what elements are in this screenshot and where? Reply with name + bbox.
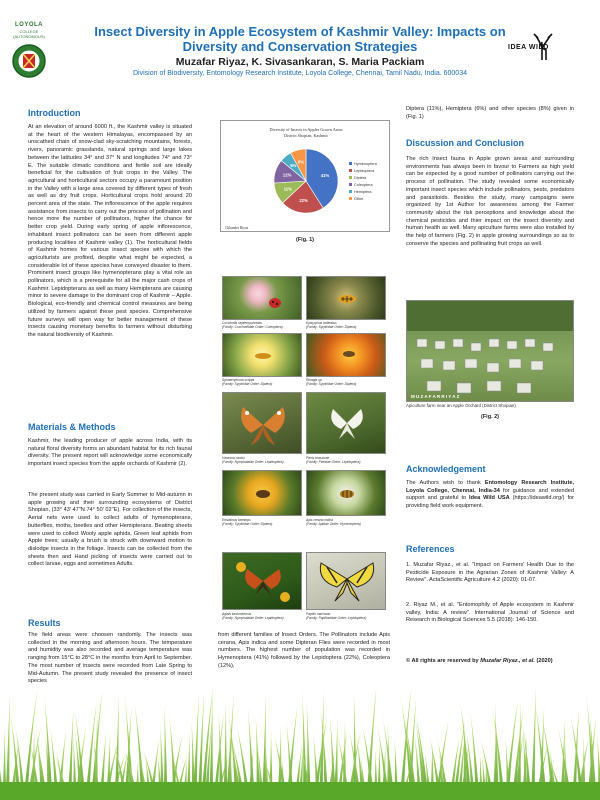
legend-entry: Coleoptera	[354, 183, 373, 187]
photo-sphaerophoria	[222, 333, 302, 377]
poster-header	[0, 0, 600, 92]
pie-data-label: 22%	[299, 198, 308, 204]
pie-data-label: 11%	[283, 186, 292, 192]
ack-text-part: (https://ideawild.org/) for providing field work equipment.	[406, 495, 574, 510]
copyright-name: Muzafar Riyaz., et al.	[480, 658, 535, 664]
ack-sponsor: Idea Wild USA	[469, 495, 510, 502]
college-crest-icon	[12, 41, 46, 81]
species-name: Apis cerana indica	[306, 518, 333, 522]
idea-wild-logo	[508, 28, 588, 68]
photo-vanessa	[222, 392, 302, 454]
reference-item-1: 1. Muzafar Riyaz., et al. "Impact on Farmers' Health Due to the Pesticide Exposure in the Agrarian Zones of Kashmir Valley: A Review". ActaScientific Agriculture 4.2 (2020): 01-07.	[406, 562, 574, 584]
caption-species-1	[222, 321, 302, 329]
legend-swatch	[349, 176, 352, 179]
photo-rhingia	[306, 333, 386, 377]
caption-species-6	[306, 456, 386, 464]
legend-swatch	[349, 183, 352, 186]
copyright-year: (2020)	[536, 658, 553, 664]
logo-subtext: COLLEGE (AUTONOMOUS)	[13, 29, 45, 39]
photo-coccinella	[222, 276, 302, 320]
caption-species-5	[222, 456, 302, 464]
logo-text: LOYOLA	[15, 22, 43, 28]
legend-entry: Other	[354, 197, 364, 201]
results-text-1: The field areas were choosen randomly. The insects was collected in the morning and afternoon hours. The temperature and humidity was also recorded and average temperature was ranging from 15°C to 28°C in the months from April to September. The most number of insects were recorded from Late Spring to Mid-Autumn. The present study revealed the presence of insect species	[28, 632, 192, 685]
ack-text-part: for guidance and extended support and grateful to	[406, 487, 574, 502]
ladybird-icon	[223, 277, 302, 320]
results-text-3: Diptera (11%), Hemiptera (6%) and other species (8%) given in (Fig. 1)	[406, 106, 574, 120]
photo-watermark: M U Z A F A R R I Y A Z	[411, 394, 460, 399]
references-heading: References	[406, 544, 455, 554]
species-name: Sphaerophoria scripta	[222, 378, 255, 382]
species-family: (Family: Syrphidae Order: Diptera)	[306, 325, 357, 329]
beehive-boxes-icon	[407, 301, 574, 402]
species-family: (Family: Syrphidae Order: Diptera)	[222, 382, 273, 386]
caption-species-8	[306, 518, 386, 526]
species-family: (Family: Coccinellidae Order: Coleoptera)	[222, 325, 283, 329]
grass-footer-decoration	[0, 680, 600, 800]
hoverfly-icon	[307, 277, 386, 320]
ack-institute: Entomology Research Institute, Loyola College, Chennai, India-34	[406, 480, 574, 494]
species-family: (Family: Apidae Order: Hymenoptera)	[306, 522, 361, 526]
photo-papilio	[306, 552, 386, 610]
caption-species-10	[306, 612, 386, 620]
copyright-prefix: © All rights are reserved by	[406, 658, 481, 664]
species-name: Aglais kashmirensis	[222, 612, 252, 616]
caption-species-3	[222, 378, 302, 386]
caption-species-2	[306, 321, 386, 329]
chart-title-line-1: Diversity of Insects in Apples Grown Areas	[269, 127, 343, 132]
copyright-notice	[406, 658, 574, 666]
photo-eristalinus	[222, 470, 302, 516]
caption-species-4	[306, 378, 386, 386]
ack-text-part: The Authors wish to thank	[406, 480, 485, 486]
pie-chart	[221, 121, 391, 233]
poster-title	[60, 24, 540, 54]
butterfly-icon	[307, 393, 386, 454]
pie-data-label: 6%	[290, 163, 297, 169]
species-name: Vanessa cardui	[222, 456, 245, 460]
idea-wild-text: IDEA WILD	[508, 44, 549, 51]
authors: Muzafar Riyaz, K. Sivasankaran, S. Maria Packiam	[175, 56, 425, 68]
hoverfly-icon	[223, 334, 302, 377]
butterfly-icon	[223, 553, 302, 610]
species-name: Coccinella septempunctata	[222, 321, 262, 325]
legend-swatch	[349, 197, 352, 200]
acknowledgement-text	[406, 480, 574, 511]
photo-episyrphus	[306, 276, 386, 320]
legend-swatch	[349, 190, 352, 193]
title-line-1: Insect Diversity in Apple Ecosystem of Kashmir Valley: Impacts on	[94, 24, 506, 39]
fly-icon	[223, 471, 302, 516]
pie-data-label: 8%	[298, 159, 305, 165]
figure-2-label: (Fig. 2)	[480, 414, 500, 420]
title-line-2: Diversity and Conservation Strategies	[182, 39, 418, 54]
swallowtail-icon	[307, 553, 386, 610]
species-family: (Family: Pieridae Order: Lepidoptera)	[306, 460, 361, 464]
legend-entry: Lepidoptera	[354, 169, 375, 173]
species-family: (Family: Nymphalidae Order: Lepidoptera)	[222, 460, 284, 464]
materials-heading: Materials & Methods	[28, 422, 116, 432]
species-family: (Family: Nymphalidae Order: Lepidoptera)	[222, 616, 284, 620]
materials-text-1: Kashmir, the leading producer of apple across India, with its natural floral diversity forms an abundant habitat for its rich faunal diversity. The present report will acknowledge some economically important insect species from the apple orchards of Kashmir (2).	[28, 438, 192, 468]
legend-swatch	[349, 162, 352, 165]
legend-entry: Hemiptera	[354, 190, 372, 194]
bee-icon	[307, 471, 386, 516]
results-text-2: from different families of Insect Orders. The Pollinators include Apis cerana, Apis indica and some Dipteran Flies were recorded in most numbers. The highest number of population was recorded in Hymenoptera (41%) followed by the Lepidoptera (22%), Coleoptera (12%),	[218, 632, 390, 669]
butterfly-icon	[223, 393, 302, 454]
photo-aglais	[222, 552, 302, 610]
loyola-college-logo	[8, 22, 50, 82]
species-name: Eristalinus taeniops	[222, 518, 251, 522]
species-name: Episyrphus balteatus	[306, 321, 337, 325]
fly-icon	[307, 334, 386, 377]
species-name: Pieris brassicae	[306, 456, 330, 460]
caption-species-9	[222, 612, 302, 620]
introduction-text: At an elevation of around 6000 ft., the Kashmir valley is situated at the heart of the western Himalayas, encompassed by an unscathed chain of snow-clad sky-scratching mountains, forests, rivers, panoramic grasslands, natural springs and large lakes between the latitudes 34° and 37° N and longitudes 74° and 73° E. The suitable climatic conditions and fertile soil are ideally beneficial for the cultivation of fruit crops in the Valley. The agricultural and horticultural sectors occupy a paramount position in the Valley with a large area covered by different types of fresh as well as dry fruit crops. Horticultural crops hold around 20 percent area of the state. The inflorescence of the apple requires assistance from insects to carry out the process of pollination and hence more the number of pollinators, higher the chance for better crop yield. During early spring of apple inflorescence, inhabitant insect pollinators can be seen from different apple producing localities of Kashmir valley (1). The horticultural fields of Kashmir homes for various insect species with which the agriculturists are profited, despite what might be expected, a considerable lot of these species have conveyed disaster to them. Prominent insect groups like hymenopterans play a vital role as pollinators, which is a prerequisite for all the major cash crops of Kashmir. Lepidopterans as well as many Hemipterans are causing minor to severe damage to the dominant crop of Kashmir – Apple. Biological, eco-friendly and chemical control measures are being utilized by farmers against these pest species. Comprehensive future surveys will open way for better management of these insects causing monetary benefits to farmers without disturbing the natural biodiversity of Kashmir.	[28, 124, 192, 338]
chart-title-line-2: District Shopian, Kashmir	[284, 133, 328, 138]
pie-data-label: 12%	[282, 172, 292, 178]
figure-2-photo	[406, 300, 574, 402]
discussion-text: The rich Insect fauna in Apple grown areas and surrounding environments has always been in favour to Farmers as high yield can be expected by a good number of pollinators carrying out the process of pollination. The study revealed some economically important insect species which include pollinators, pests, predators and parasitoids. Besides the study, many campaigns were organized by 1st Author for awareness among the Farmer community about the risk perceptions and knowledge about the chemical pesticides and thier impact on the insect diversity and human health as well. Many apiculture farms were also installed by the help of farmers (Fig. 2) in apple growing surroundings so as to conserve the species and pollinating fruit crops as well.	[406, 156, 574, 247]
reference-item-2: 2. Riyaz M., et al. "Entomophily of Apple ecosystem in Kashmir valley, India: A review". International Journal of Science and Research in Biological Sciences 5.5 (2018): 146-150.	[406, 602, 574, 624]
species-family: (Family: Syrphidae Order: Diptera)	[222, 522, 273, 526]
figure-1-label: (Fig. 1)	[295, 237, 315, 243]
legend-entry: Hymenoptera	[354, 162, 377, 166]
photo-apis	[306, 470, 386, 516]
materials-text-2: The present study was carried in Early Summer to Mid-autumn in apple growing and their surrounding ecosystems of District Shopian, (33° 43′ 47′′N 74° 50′ 02′′E). For collection of the insects, Aerial nets were used to collect adults of hymenopterans, butterflies, moths, beetles and other Hemipterans. Beating sheets were used to collect Wooly apple aphids, Green leaf aphids from Apple trees; usually a brush is struck with downward motion to dislodge insects in the foliage. Insects can be collected from the sheets then and Hand picking of insects were carried out to collect larvae, eggs and sometimes Adults.	[28, 492, 192, 568]
figure-1-chart	[220, 120, 390, 232]
figure-2-caption: Apiculture farm near an Apple Orchard (District Shopian)	[406, 403, 516, 408]
species-family: (Family: Papilionidae Order: Lepidoptera)	[306, 616, 367, 620]
species-name: Rhingia sp.	[306, 378, 323, 382]
affiliation: Division of Biodiversity, Entomology Research Institute, Loyola College, Chennai, Tamil Nadu, India. 600034	[133, 70, 467, 77]
acknowledgement-heading: Acknowledgement	[406, 464, 486, 474]
legend-entry: Diptera	[354, 176, 367, 180]
introduction-heading: Introduction	[28, 108, 81, 118]
discussion-heading: Discussion and Conclusion	[406, 138, 525, 148]
species-family: (Family: Syrphidae Order: Diptera)	[306, 382, 357, 386]
photo-pieris	[306, 392, 386, 454]
legend-swatch	[349, 169, 352, 172]
species-name: Papilio machaon	[306, 612, 331, 616]
caption-species-7	[222, 518, 302, 526]
pie-data-label: 41%	[320, 172, 330, 178]
results-heading: Results	[28, 618, 61, 628]
chart-source-note: Chhandra Riyaz	[225, 226, 249, 230]
